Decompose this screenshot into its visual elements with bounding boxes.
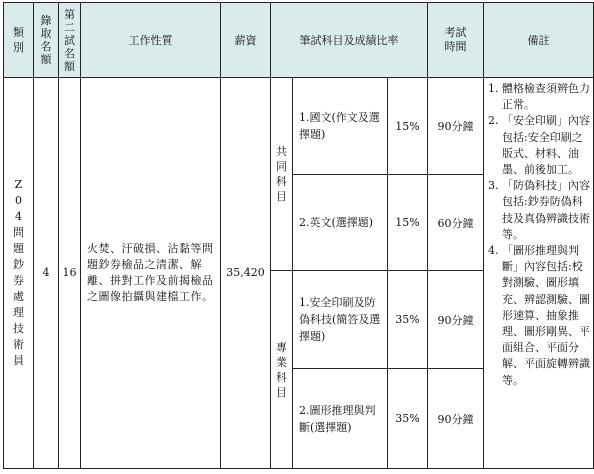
remark-item: 2. 「安全印刷」內容包括:安全印刷之版式、材料、油墨、前後加工。 [502, 113, 591, 178]
table-row [4, 78, 594, 175]
header-remarks: 備註 [484, 3, 594, 78]
header-written-subjects: 筆試科目及成績比率 [271, 3, 428, 78]
header-category: 類別 [4, 3, 34, 78]
second-quota-cell: 16 [59, 78, 81, 469]
ratio-english: 15% [388, 175, 428, 271]
exam-table [3, 2, 594, 469]
header-second-quota: 第二試名額 [59, 3, 81, 78]
ratio-graphic-reasoning: 35% [388, 369, 428, 469]
remark-item: 4. 「圖形推理與判斷」內容包括:校對測驗、圖形填充、辨認測驗、圖形速算、抽象推理、圖形剛異、平面組合、平面分解、平面旋轉辨識等。 [502, 243, 591, 389]
header-admission-quota: 錄取名額 [34, 3, 59, 78]
time-graphic-reasoning: 90分鐘 [428, 369, 484, 469]
group-label-professional: 專業科目 [271, 271, 293, 469]
subject-graphic-reasoning: 2.圖形推理與判斷(選擇題) [293, 369, 388, 469]
subject-security-printing: 1.安全印刷及防偽科技(簡答及選擇題) [293, 271, 388, 369]
header-row [4, 3, 594, 78]
category-cell: Z04問題鈔券處理技術員 [4, 78, 34, 469]
time-chinese: 90分鐘 [428, 78, 484, 175]
time-english: 60分鐘 [428, 175, 484, 271]
salary-cell: 35,420 [221, 78, 271, 469]
subject-chinese: 1.國文(作文及選擇題) [293, 78, 388, 175]
ratio-chinese: 15% [388, 78, 428, 175]
time-security-printing: 90分鐘 [428, 271, 484, 369]
subject-english: 2.英文(選擇題) [293, 175, 388, 271]
remark-item: 1. 體格檢查須辨色力正常。 [502, 81, 591, 113]
header-job-nature: 工作性質 [81, 3, 221, 78]
ratio-security-printing: 35% [388, 271, 428, 369]
job-nature-cell: 火焚、汙破損、沾黏等問題鈔券檢品之清潔、解離、拼對工作及前揭檢品之圖像拍攝與建檔工作。 [81, 78, 221, 469]
remarks-cell [484, 78, 594, 469]
admission-quota-cell: 4 [34, 78, 59, 469]
remark-item: 3. 「防偽科技」內容包括:鈔券防偽科技及真偽辨識技術等。 [502, 178, 591, 243]
group-label-common: 共同科目 [271, 78, 293, 271]
remarks-list [488, 81, 591, 389]
header-exam-time: 考試時間 [428, 3, 484, 78]
header-salary: 薪資 [221, 3, 271, 78]
